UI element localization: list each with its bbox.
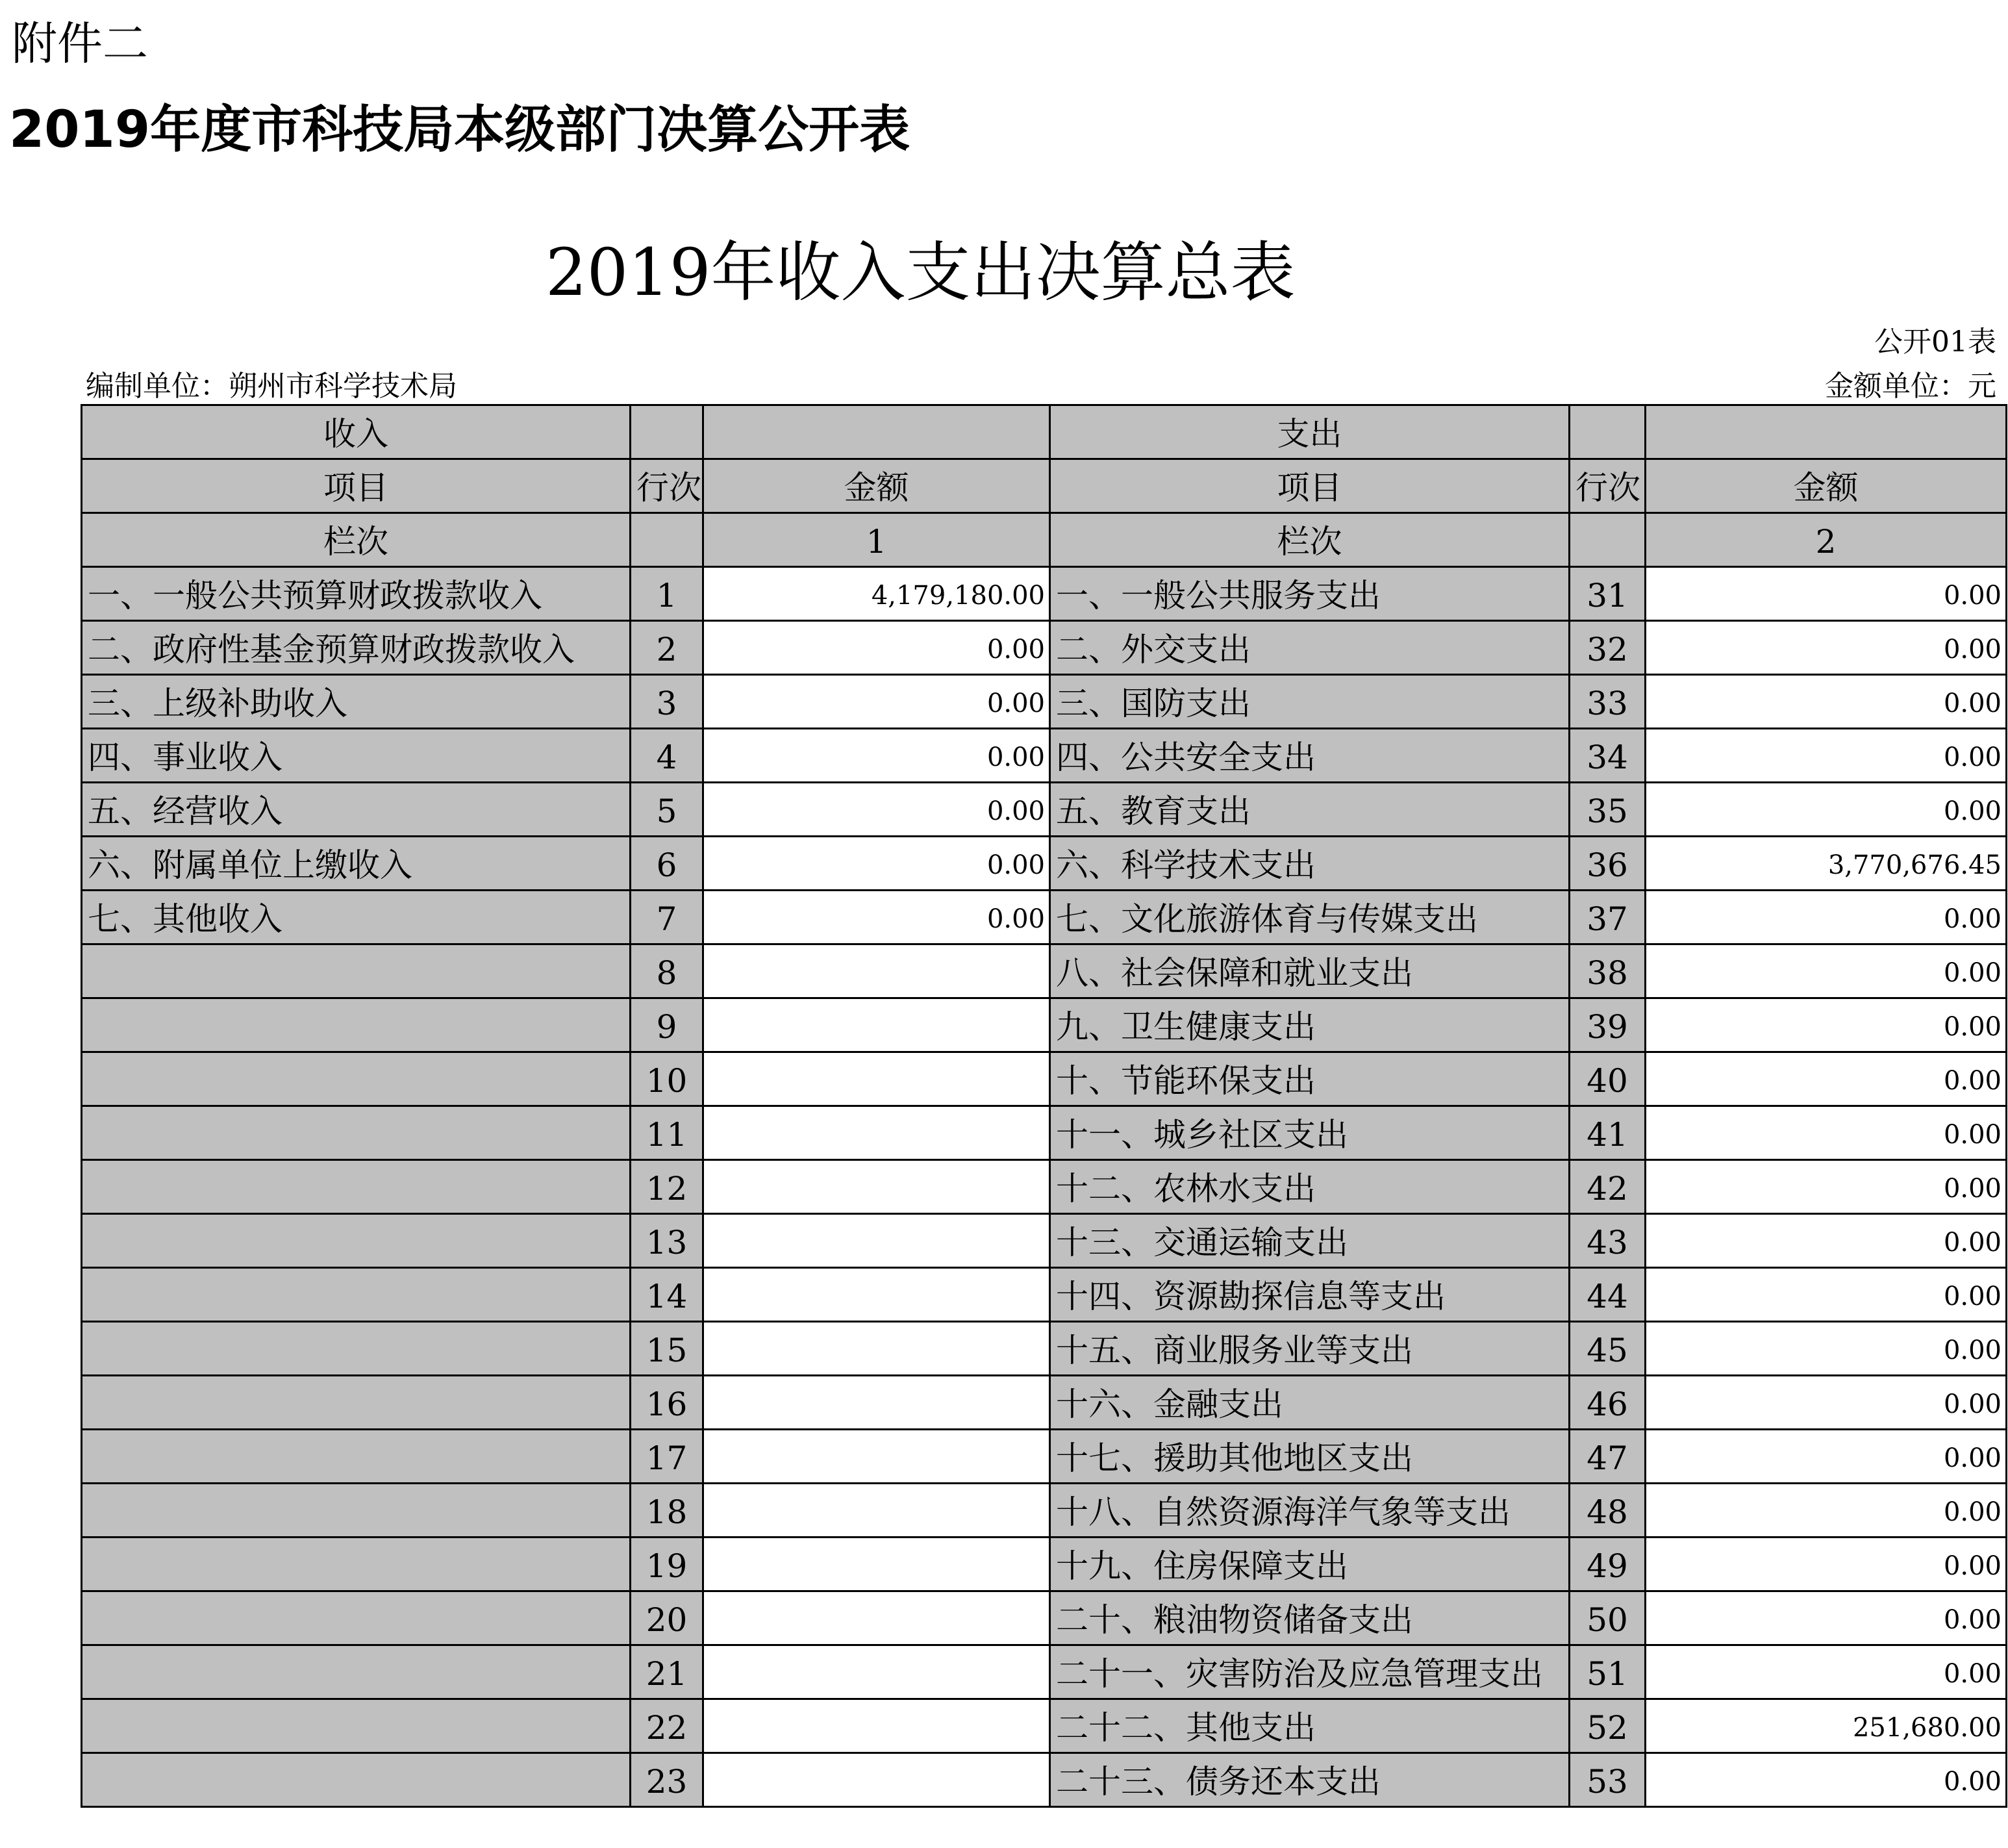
income-item xyxy=(82,1699,631,1753)
income-amount: 0.00 xyxy=(703,891,1050,944)
income-item xyxy=(82,1214,631,1268)
attachment-label: 附件二 xyxy=(12,17,148,70)
table-row xyxy=(82,1538,2007,1591)
expense-row-number: 44 xyxy=(1570,1268,1646,1322)
expense-amount: 0.00 xyxy=(1646,1376,2007,1430)
income-item: 二、政府性基金预算财政拨款收入 xyxy=(82,621,631,675)
expense-item: 十三、交通运输支出 xyxy=(1050,1214,1570,1268)
income-amount xyxy=(703,1376,1050,1430)
income-item: 五、经营收入 xyxy=(82,783,631,837)
expense-item: 六、科学技术支出 xyxy=(1050,837,1570,891)
expense-row-number: 38 xyxy=(1570,944,1646,998)
compiling-unit: 编制单位：朔州市科学技术局 xyxy=(86,370,457,403)
table-row xyxy=(82,891,2007,944)
income-amount xyxy=(703,1538,1050,1591)
income-row-number: 10 xyxy=(631,1052,703,1106)
income-item xyxy=(82,1753,631,1807)
table-row xyxy=(82,729,2007,783)
col-header-expense-row: 行次 xyxy=(1570,459,1646,513)
section-expense-spacer xyxy=(1570,405,1646,459)
table-row xyxy=(82,1160,2007,1214)
expense-row-number: 46 xyxy=(1570,1376,1646,1430)
income-row-number: 20 xyxy=(631,1591,703,1645)
col-index-income-amount: 1 xyxy=(703,513,1050,567)
form-number: 公开01表 xyxy=(1874,325,1996,359)
expense-row-number: 42 xyxy=(1570,1160,1646,1214)
col-index-income-label: 栏次 xyxy=(82,513,631,567)
income-row-number: 22 xyxy=(631,1699,703,1753)
expense-item: 十一、城乡社区支出 xyxy=(1050,1106,1570,1160)
document-title: 2019年度市科技局本级部门决算公开表 xyxy=(9,101,910,159)
table-row xyxy=(82,1376,2007,1430)
table-row xyxy=(82,998,2007,1052)
table-row xyxy=(82,675,2007,729)
expense-item: 五、教育支出 xyxy=(1050,783,1570,837)
expense-row-number: 40 xyxy=(1570,1052,1646,1106)
expense-amount: 0.00 xyxy=(1646,1753,2007,1807)
section-expense-spacer xyxy=(1646,405,2007,459)
col-index-expense-row xyxy=(1570,513,1646,567)
section-income: 收入 xyxy=(82,405,631,459)
income-row-number: 15 xyxy=(631,1322,703,1376)
table-row xyxy=(82,1753,2007,1807)
expense-item: 三、国防支出 xyxy=(1050,675,1570,729)
income-item: 一、一般公共预算财政拨款收入 xyxy=(82,567,631,621)
expense-amount: 3,770,676.45 xyxy=(1646,837,2007,891)
expense-item: 九、卫生健康支出 xyxy=(1050,998,1570,1052)
expense-amount: 0.00 xyxy=(1646,621,2007,675)
income-row-number: 19 xyxy=(631,1538,703,1591)
expense-item: 十六、金融支出 xyxy=(1050,1376,1570,1430)
expense-amount: 0.00 xyxy=(1646,1645,2007,1699)
income-amount xyxy=(703,1591,1050,1645)
expense-amount: 0.00 xyxy=(1646,1214,2007,1268)
expense-amount: 0.00 xyxy=(1646,1052,2007,1106)
income-item xyxy=(82,1376,631,1430)
table-row xyxy=(82,1268,2007,1322)
expense-item: 二、外交支出 xyxy=(1050,621,1570,675)
expense-amount: 251,680.00 xyxy=(1646,1699,2007,1753)
income-amount xyxy=(703,1160,1050,1214)
expense-row-number: 50 xyxy=(1570,1591,1646,1645)
expense-item: 二十二、其他支出 xyxy=(1050,1699,1570,1753)
expense-row-number: 48 xyxy=(1570,1484,1646,1538)
expense-amount: 0.00 xyxy=(1646,1106,2007,1160)
expense-amount: 0.00 xyxy=(1646,783,2007,837)
expense-item: 一、一般公共服务支出 xyxy=(1050,567,1570,621)
expense-item: 十八、自然资源海洋气象等支出 xyxy=(1050,1484,1570,1538)
table-body xyxy=(82,567,2007,1807)
expense-row-number: 32 xyxy=(1570,621,1646,675)
expense-amount: 0.00 xyxy=(1646,729,2007,783)
expense-row-number: 45 xyxy=(1570,1322,1646,1376)
income-row-number: 7 xyxy=(631,891,703,944)
expense-item: 十四、资源勘探信息等支出 xyxy=(1050,1268,1570,1322)
income-row-number: 11 xyxy=(631,1106,703,1160)
table-row xyxy=(82,783,2007,837)
expense-item: 二十一、灾害防治及应急管理支出 xyxy=(1050,1645,1570,1699)
income-amount xyxy=(703,944,1050,998)
income-row-number: 18 xyxy=(631,1484,703,1538)
income-row-number: 6 xyxy=(631,837,703,891)
expense-item: 十七、援助其他地区支出 xyxy=(1050,1430,1570,1484)
income-item xyxy=(82,1052,631,1106)
income-row-number: 8 xyxy=(631,944,703,998)
income-expense-table xyxy=(81,404,2007,1808)
section-income-spacer xyxy=(631,405,703,459)
col-header-expense-amount: 金额 xyxy=(1646,459,2007,513)
income-amount: 4,179,180.00 xyxy=(703,567,1050,621)
table-row xyxy=(82,837,2007,891)
expense-item: 十二、农林水支出 xyxy=(1050,1160,1570,1214)
expense-row-number: 52 xyxy=(1570,1699,1646,1753)
expense-amount: 0.00 xyxy=(1646,998,2007,1052)
col-index-expense-amount: 2 xyxy=(1646,513,2007,567)
income-row-number: 9 xyxy=(631,998,703,1052)
expense-amount: 0.00 xyxy=(1646,1160,2007,1214)
income-item: 三、上级补助收入 xyxy=(82,675,631,729)
table-row xyxy=(82,621,2007,675)
col-header-income-amount: 金额 xyxy=(703,459,1050,513)
table-row xyxy=(82,1052,2007,1106)
income-row-number: 16 xyxy=(631,1376,703,1430)
table-row xyxy=(82,944,2007,998)
income-amount: 0.00 xyxy=(703,675,1050,729)
expense-amount: 0.00 xyxy=(1646,1538,2007,1591)
column-index-row xyxy=(82,513,2007,567)
income-amount xyxy=(703,1484,1050,1538)
income-amount xyxy=(703,1753,1050,1807)
expense-row-number: 51 xyxy=(1570,1645,1646,1699)
table-title: 2019年收入支出决算总表 xyxy=(546,234,1296,310)
section-expense: 支出 xyxy=(1050,405,1570,459)
income-item xyxy=(82,1322,631,1376)
income-row-number: 21 xyxy=(631,1645,703,1699)
income-amount xyxy=(703,1052,1050,1106)
income-item xyxy=(82,1484,631,1538)
income-amount xyxy=(703,1214,1050,1268)
income-row-number: 13 xyxy=(631,1214,703,1268)
income-amount xyxy=(703,1322,1050,1376)
income-item xyxy=(82,1106,631,1160)
expense-amount: 0.00 xyxy=(1646,1591,2007,1645)
table-row xyxy=(82,567,2007,621)
income-row-number: 12 xyxy=(631,1160,703,1214)
expense-item: 四、公共安全支出 xyxy=(1050,729,1570,783)
section-header-row xyxy=(82,405,2007,459)
expense-amount: 0.00 xyxy=(1646,1268,2007,1322)
income-amount: 0.00 xyxy=(703,837,1050,891)
table-row xyxy=(82,1430,2007,1484)
income-item xyxy=(82,1591,631,1645)
expense-row-number: 34 xyxy=(1570,729,1646,783)
expense-amount: 0.00 xyxy=(1646,567,2007,621)
expense-row-number: 36 xyxy=(1570,837,1646,891)
table-row xyxy=(82,1322,2007,1376)
table-row xyxy=(82,1214,2007,1268)
amount-unit: 金额单位：元 xyxy=(1825,370,1996,403)
income-amount: 0.00 xyxy=(703,621,1050,675)
table-row xyxy=(82,1591,2007,1645)
col-index-income-row xyxy=(631,513,703,567)
income-item xyxy=(82,1538,631,1591)
income-row-number: 2 xyxy=(631,621,703,675)
expense-row-number: 53 xyxy=(1570,1753,1646,1807)
table-row xyxy=(82,1484,2007,1538)
col-header-income-row: 行次 xyxy=(631,459,703,513)
income-item xyxy=(82,1268,631,1322)
table-row xyxy=(82,1699,2007,1753)
income-item xyxy=(82,1645,631,1699)
income-item xyxy=(82,998,631,1052)
income-row-number: 4 xyxy=(631,729,703,783)
expense-item: 十九、住房保障支出 xyxy=(1050,1538,1570,1591)
expense-row-number: 41 xyxy=(1570,1106,1646,1160)
expense-row-number: 37 xyxy=(1570,891,1646,944)
income-row-number: 14 xyxy=(631,1268,703,1322)
income-item: 七、其他收入 xyxy=(82,891,631,944)
expense-row-number: 49 xyxy=(1570,1538,1646,1591)
income-amount xyxy=(703,1645,1050,1699)
income-row-number: 23 xyxy=(631,1753,703,1807)
expense-amount: 0.00 xyxy=(1646,675,2007,729)
expense-item: 二十三、债务还本支出 xyxy=(1050,1753,1570,1807)
income-amount xyxy=(703,1699,1050,1753)
col-index-expense-label: 栏次 xyxy=(1050,513,1570,567)
expense-amount: 0.00 xyxy=(1646,1430,2007,1484)
income-amount xyxy=(703,1106,1050,1160)
col-header-expense-item: 项目 xyxy=(1050,459,1570,513)
expense-amount: 0.00 xyxy=(1646,1484,2007,1538)
income-item xyxy=(82,1430,631,1484)
income-item xyxy=(82,1160,631,1214)
income-item: 六、附属单位上缴收入 xyxy=(82,837,631,891)
income-amount: 0.00 xyxy=(703,783,1050,837)
expense-amount: 0.00 xyxy=(1646,944,2007,998)
expense-amount: 0.00 xyxy=(1646,1322,2007,1376)
table-row xyxy=(82,1645,2007,1699)
income-item: 四、事业收入 xyxy=(82,729,631,783)
col-header-income-item: 项目 xyxy=(82,459,631,513)
expense-row-number: 43 xyxy=(1570,1214,1646,1268)
expense-row-number: 47 xyxy=(1570,1430,1646,1484)
income-amount xyxy=(703,1268,1050,1322)
expense-item: 十、节能环保支出 xyxy=(1050,1052,1570,1106)
expense-item: 八、社会保障和就业支出 xyxy=(1050,944,1570,998)
income-row-number: 3 xyxy=(631,675,703,729)
income-amount: 0.00 xyxy=(703,729,1050,783)
income-amount xyxy=(703,1430,1050,1484)
expense-amount: 0.00 xyxy=(1646,891,2007,944)
income-row-number: 5 xyxy=(631,783,703,837)
income-item xyxy=(82,944,631,998)
income-amount xyxy=(703,998,1050,1052)
expense-item: 十五、商业服务业等支出 xyxy=(1050,1322,1570,1376)
section-income-spacer xyxy=(703,405,1050,459)
column-header-row xyxy=(82,459,2007,513)
income-row-number: 1 xyxy=(631,567,703,621)
expense-row-number: 31 xyxy=(1570,567,1646,621)
expense-item: 二十、粮油物资储备支出 xyxy=(1050,1591,1570,1645)
expense-row-number: 33 xyxy=(1570,675,1646,729)
expense-row-number: 35 xyxy=(1570,783,1646,837)
table-row xyxy=(82,1106,2007,1160)
expense-row-number: 39 xyxy=(1570,998,1646,1052)
income-row-number: 17 xyxy=(631,1430,703,1484)
expense-item: 七、文化旅游体育与传媒支出 xyxy=(1050,891,1570,944)
